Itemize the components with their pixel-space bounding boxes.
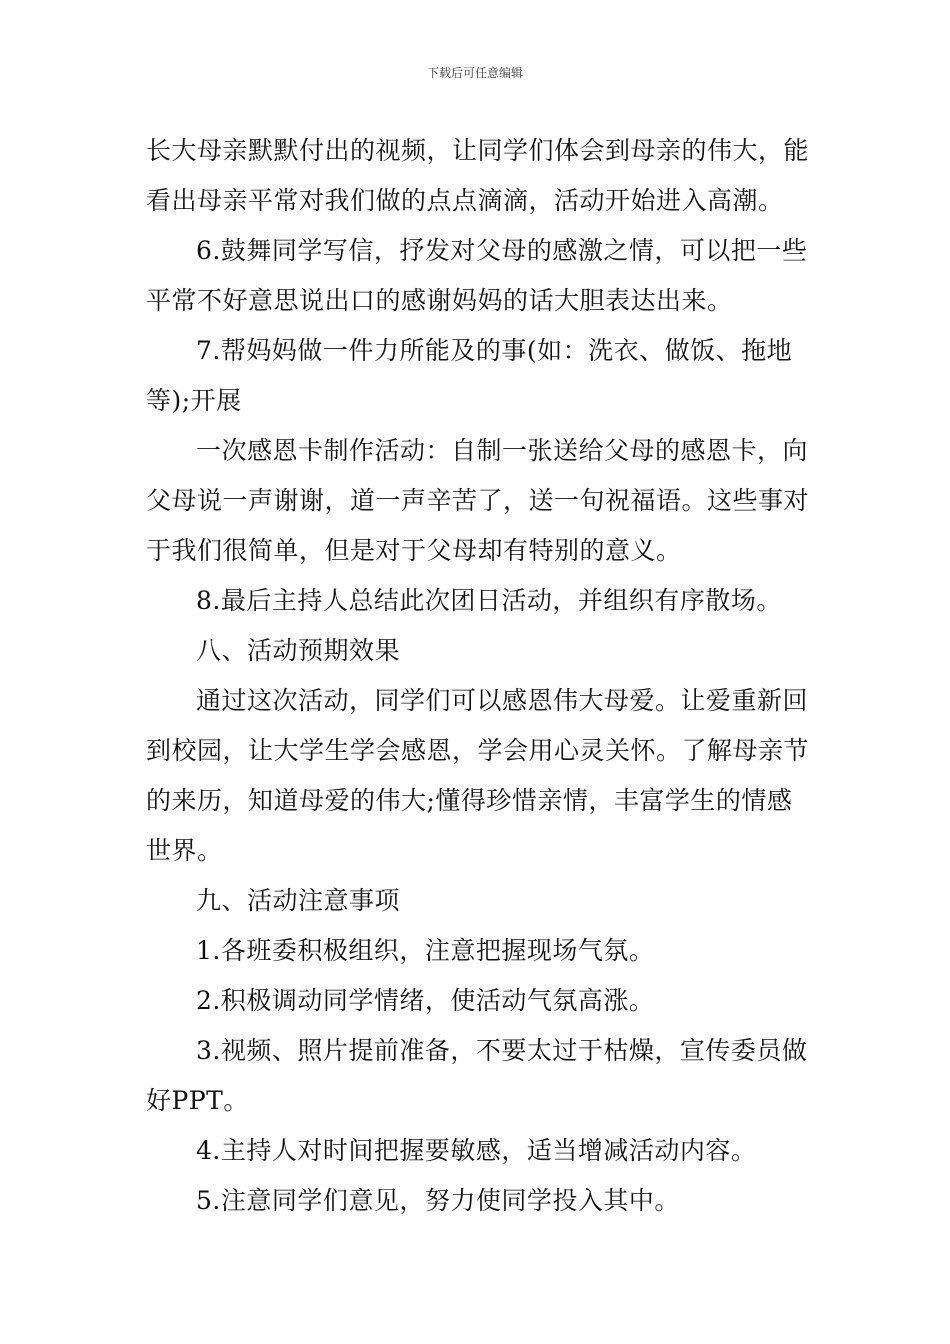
paragraph: 一次感恩卡制作活动：自制一张送给父母的感恩卡，向父母说一声谢谢，道一声辛苦了，送一句祝福语。这些事对于我们很简单，但是对于父母却有特别的意义。 (146, 436, 810, 565)
document-body (146, 126, 810, 1226)
paragraph: 通过这次活动，同学们可以感恩伟大母爱。让爱重新回到校园，让大学生学会感恩，学会用心灵关怀。了解母亲节的来历，知道母爱的伟大;懂得珍惜亲情，丰富学生的情感世界。 (146, 686, 810, 865)
paragraph: 8.最后主持人总结此次团日活动，并组织有序散场。 (196, 586, 782, 615)
list-item: 2.积极调动同学情绪，使活动气氛高涨。 (196, 986, 655, 1015)
paragraph: 6.鼓舞同学写信，抒发对父母的感激之情，可以把一些平常不好意思说出口的感谢妈妈的话大胆表达出来。 (146, 236, 808, 315)
list-item: 5.注意同学们意见，努力使同学投入其中。 (196, 1186, 680, 1215)
page-header-note: 下载后可任意编辑 (426, 66, 523, 80)
paragraph: 长大母亲默默付出的视频，让同学们体会到母亲的伟大，能看出母亲平常对我们做的点点滴滴，活动开始进入高潮。 (146, 136, 810, 215)
paragraph: 7.帮妈妈做一件力所能及的事(如：洗衣、做饭、拖地等);开展 (146, 336, 793, 415)
section-heading: 八、活动预期效果 (196, 636, 401, 665)
list-item: 3.视频、照片提前准备，不要太过于枯燥，宣传委员做好PPT。 (146, 1036, 808, 1115)
section-heading: 九、活动注意事项 (196, 886, 401, 915)
list-item: 1.各班委积极组织，注意把握现场气氛。 (196, 936, 655, 965)
list-item: 4.主持人对时间把握要敏感，适当增减活动内容。 (196, 1136, 757, 1165)
